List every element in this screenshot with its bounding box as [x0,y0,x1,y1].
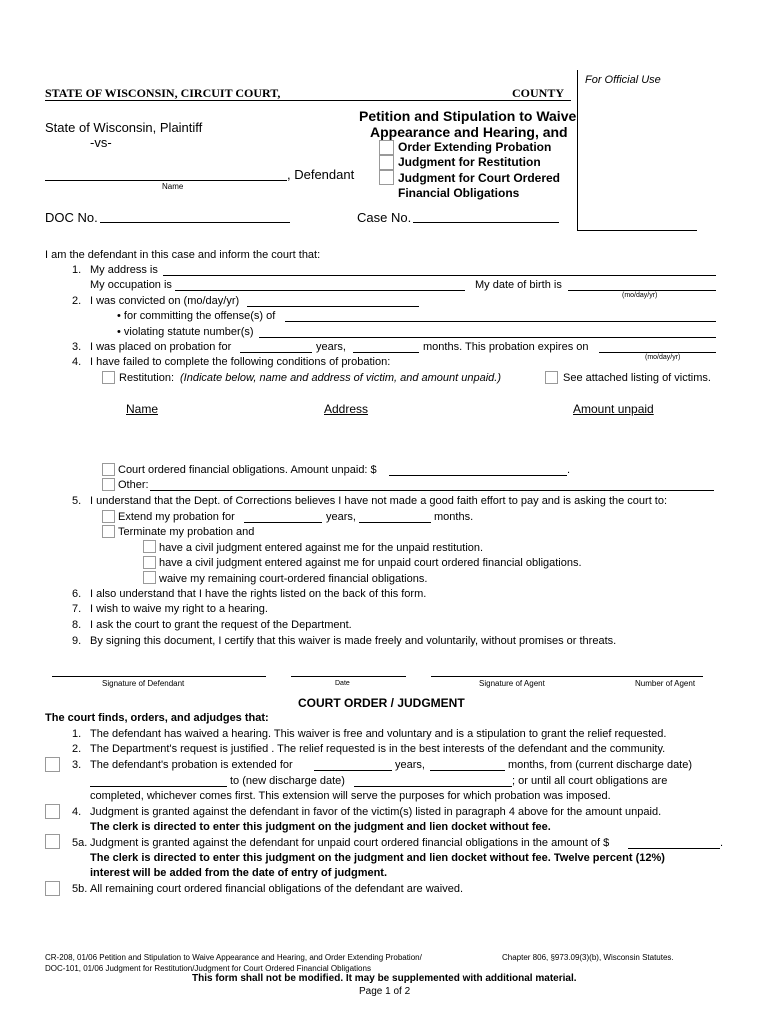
order-clerk-interest-text: The clerk is directed to enter this judgment on the judgment and lien docket without fee. Twelve percent (12%) [90,852,665,864]
offense-label: • for committing the offense(s) of [117,310,276,322]
defendant-name-field[interactable] [45,180,287,181]
order-restitution-checkbox[interactable] [45,804,60,819]
order-extend-years-field[interactable] [314,770,392,771]
footer-form-line2: DOC-101, 01/06 Judgment for Restitution/Judgment for Court Ordered Financial Obligations [45,964,371,973]
extend-months-field[interactable] [359,522,431,523]
occupation-field[interactable] [175,290,465,291]
restitution-label: Restitution: [119,372,175,384]
extend-years-field[interactable] [244,522,322,523]
civil-judgment-restitution-label: have a civil judgment entered against me for the unpaid restitution. [159,542,484,554]
item-number: 8. [72,619,82,631]
terminate-probation-checkbox[interactable] [102,525,115,538]
dob-field[interactable] [568,290,716,291]
agent-signature-caption: Signature of Agent [479,679,545,688]
order-years-label: years, [395,759,425,771]
address-label: My address is [90,264,158,276]
judgment-restitution-checkbox[interactable] [379,155,394,170]
footer-statute: Chapter 806, §973.09(3)(b), Wisconsin Statutes. [502,953,674,962]
official-use-label: For Official Use [585,74,661,86]
plaintiff-label: State of Wisconsin, Plaintiff [45,120,203,135]
court-order-title: COURT ORDER / JUDGMENT [298,696,465,710]
period-text: . [567,464,571,476]
amount-unpaid-heading: Amount unpaid [573,402,654,416]
order-extending-probation-checkbox[interactable] [379,140,394,155]
financial-obligations-amount-field[interactable] [389,475,567,476]
order-number: 5b. [72,883,88,895]
item-number: 3. [72,341,82,353]
waive-obligations-label: waive my remaining court-ordered financial obligations. [159,573,428,585]
dob-label: My date of birth is [475,279,562,291]
statute-field[interactable] [259,337,716,338]
probation-expires-field[interactable] [599,352,716,353]
victim-name-heading: Name [126,402,159,416]
see-attached-checkbox[interactable] [545,371,558,384]
name-caption: Name [162,182,184,191]
defendant-signature-caption: Signature of Defendant [102,679,185,688]
page-number: Page 1 of 2 [359,986,411,997]
extend-months-label: months. [434,511,474,523]
restitution-checkbox[interactable] [102,371,115,384]
statute-label: • violating statute number(s) [117,326,254,338]
extend-probation-checkbox[interactable] [102,510,115,523]
see-attached-label: See attached listing of victims. [563,372,711,384]
waive-hearing-text: I wish to waive my right to a hearing. [90,603,268,615]
item-number: 7. [72,603,82,615]
financial-obligations-checkbox[interactable] [102,463,115,476]
judgment-restitution-label: Judgment for Restitution [398,155,541,169]
agent-signature-field[interactable] [431,676,703,677]
probation-years-field[interactable] [240,352,312,353]
order-clerk-text: The clerk is directed to enter this judgment on the judgment and lien docket without fee. [90,821,551,833]
signature-date-field[interactable] [291,676,406,677]
county-label: COUNTY [512,86,565,100]
grant-request-text: I ask the court to grant the request of the Department. [90,619,352,631]
order-number: 5a. [72,837,88,849]
versus-label: -vs- [90,135,112,150]
order-number: 3. [72,759,82,771]
judgment-court-ordered-label: Judgment for Court Ordered [398,171,561,185]
offense-field[interactable] [285,321,716,322]
convicted-date-field[interactable] [247,306,419,307]
other-checkbox[interactable] [102,478,115,491]
order-interest-text: interest will be added from the date of entry of judgment. [90,867,388,879]
item-number: 9. [72,635,82,647]
extend-probation-label: Extend my probation for [118,511,235,523]
civil-judgment-restitution-checkbox[interactable] [143,540,156,553]
order-new-discharge-label: to (new discharge date) [230,775,345,787]
order-extended-label: The defendant's probation is extended for [90,759,293,771]
order-waive-checkbox[interactable] [45,881,60,896]
order-waived-text: All remaining court ordered financial obligations of the defendant are waived. [90,883,464,895]
terminate-probation-label: Terminate my probation and [118,526,255,538]
waive-obligations-checkbox[interactable] [143,571,156,584]
date-caption: Date [335,680,350,687]
probation-months-field[interactable] [353,352,419,353]
item-number: 6. [72,588,82,600]
certify-text: By signing this document, I certify that this waiver is made freely and voluntarily, without promises or threats. [90,635,617,647]
victim-address-heading: Address [324,402,369,416]
form-title-line2: Appearance and Hearing, and [370,124,568,140]
official-use-bottom-line [577,230,697,231]
convicted-label: I was convicted on (mo/day/yr) [90,295,240,307]
official-use-divider [577,70,578,230]
order-extend-months-field[interactable] [430,770,505,771]
case-no-field[interactable] [413,222,559,223]
item-number: 2. [72,295,82,307]
order-new-discharge-field[interactable] [354,786,512,787]
civil-judgment-obligations-label: have a civil judgment entered against me for unpaid court ordered financial obligations. [159,557,582,569]
agent-number-caption: Number of Agent [635,679,696,688]
item-number: 5. [72,495,82,507]
conditions-label: I have failed to complete the following conditions of probation: [90,356,391,368]
other-label: Other: [118,479,149,491]
footer-form-line1: CR-208, 01/06 Petition and Stipulation to Waive Appearance and Hearing, and Order Extending Probation/ [45,953,422,962]
expires-format-caption: (mo/day/yr) [645,354,681,361]
item-number: 4. [72,356,82,368]
intro-text: I am the defendant in this case and inform the court that: [45,249,321,261]
order-obligations-amount-field[interactable] [628,848,720,849]
court-heading: STATE OF WISCONSIN, CIRCUIT COURT, [45,86,281,100]
doc-no-label: DOC No. [45,210,98,225]
county-field[interactable] [45,100,571,101]
order-obligations-judgment-text: Judgment is granted against the defendant for unpaid court ordered financial obligations in the amount of $ [90,837,610,849]
item-number: 1. [72,264,82,276]
case-no-label: Case No. [357,210,412,225]
defendant-signature-field[interactable] [52,676,266,677]
order-current-discharge-field[interactable] [90,786,227,787]
civil-judgment-obligations-checkbox[interactable] [143,556,156,569]
order-request-justified: The Department's request is justified . The relief requested is in the best interests of the defendant and the community. [90,743,666,755]
defendant-label: , Defendant [287,167,355,182]
occupation-label: My occupation is [90,279,172,291]
dept-request-text: I understand that the Dept. of Corrections believes I have not made a good faith effort to pay and is asking the court to: [90,495,668,507]
financial-obligations-label: Financial Obligations [398,186,520,200]
order-restitution-text: Judgment is granted against the defendant in favor of the victim(s) listed in paragraph 4 above for the amount unpaid. [90,806,662,818]
extend-years-label: years, [326,511,356,523]
form-title-line1: Petition and Stipulation to Waive [359,108,577,124]
period-text: . [720,837,724,849]
footer-notice: This form shall not be modified. It may be supplemented with additional material. [192,973,577,984]
rights-text: I also understand that I have the rights listed on the back of this form. [90,588,427,600]
years-label: years, [316,341,346,353]
other-field[interactable] [150,490,714,491]
order-completed-text: completed, whichever comes first. This extension will serve the purposes for which probation was imposed. [90,790,611,802]
financial-obligations-text: Court ordered financial obligations. Amount unpaid: $ [118,464,377,476]
probation-expires-label: months. This probation expires on [423,341,589,353]
probation-label: I was placed on probation for [90,341,232,353]
order-number: 2. [72,743,82,755]
order-extending-probation-label: Order Extending Probation [398,140,552,154]
order-number: 4. [72,806,82,818]
judgment-court-ordered-checkbox[interactable] [379,170,394,185]
order-months-label: months, from (current discharge date) [508,759,693,771]
dob-format-caption: (mo/day/yr) [622,292,658,299]
restitution-note: (Indicate below, name and address of victim, and amount unpaid.) [180,372,502,384]
order-number: 1. [72,728,82,740]
order-waived-hearing: The defendant has waived a hearing. This waiver is free and voluntary and is a stipulation to grant the relief requested. [90,728,667,740]
court-order-intro: The court finds, orders, and adjudges that: [45,712,269,724]
order-obligations-checkbox[interactable] [45,834,60,849]
doc-no-field[interactable] [100,222,290,223]
address-field[interactable] [163,275,716,276]
order-extend-checkbox[interactable] [45,757,60,772]
order-obligations-text: ; or until all court obligations are [512,775,668,787]
